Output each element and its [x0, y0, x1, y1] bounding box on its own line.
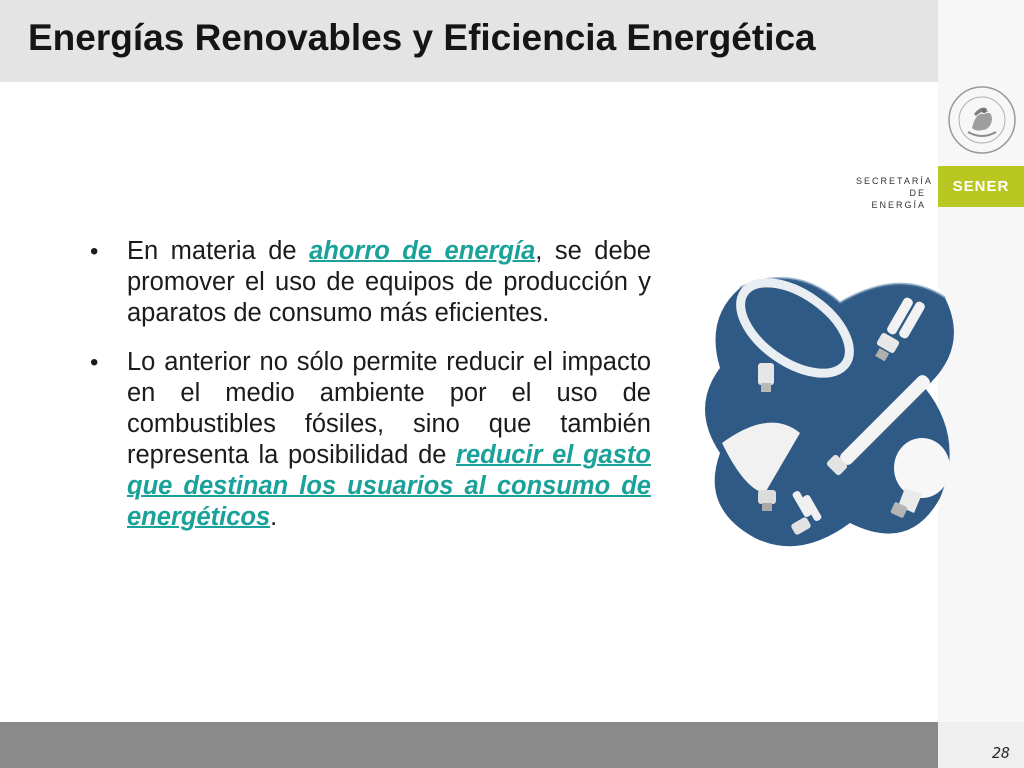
bullet-text-after: . — [270, 503, 278, 531]
bullet-text-after: , se debe promover el uso de equipos de producción y aparatos de consumo más eficientes. — [127, 237, 651, 327]
footer-page-area — [938, 722, 1024, 768]
bullet-item-2 — [88, 347, 651, 533]
bullet-text-before: En materia de — [127, 237, 310, 265]
highlight-ahorro-energia: ahorro de energía — [309, 237, 536, 265]
slide-title: Energías Renovables y Eficiencia Energética — [28, 17, 816, 58]
footer-bar — [0, 722, 938, 768]
bullet-text-before: Lo anterior no sólo permite reducir el impacto en el medio ambiente por el uso de combustibles fósiles, sino que también representa la posibilidad de — [127, 348, 651, 469]
secretaria-line2: DE ENERGÍA — [871, 188, 926, 210]
sener-logo: SENER — [938, 166, 1024, 207]
page-number: 28 — [991, 744, 1010, 762]
mexico-seal-icon — [946, 84, 1018, 156]
bullet-item-1 — [88, 236, 651, 329]
bullet-dot: • — [90, 238, 99, 265]
secretaria-line1: SECRETARÍA — [856, 176, 933, 186]
bullet-list — [88, 236, 651, 551]
highlight-reducir-gasto: reducir el gasto que destinan los usuarios al consumo de energéticos — [127, 441, 651, 531]
bullet-dot: • — [90, 349, 99, 376]
energy-saving-bulbs-image — [700, 268, 965, 558]
secretaria-label — [856, 175, 933, 211]
